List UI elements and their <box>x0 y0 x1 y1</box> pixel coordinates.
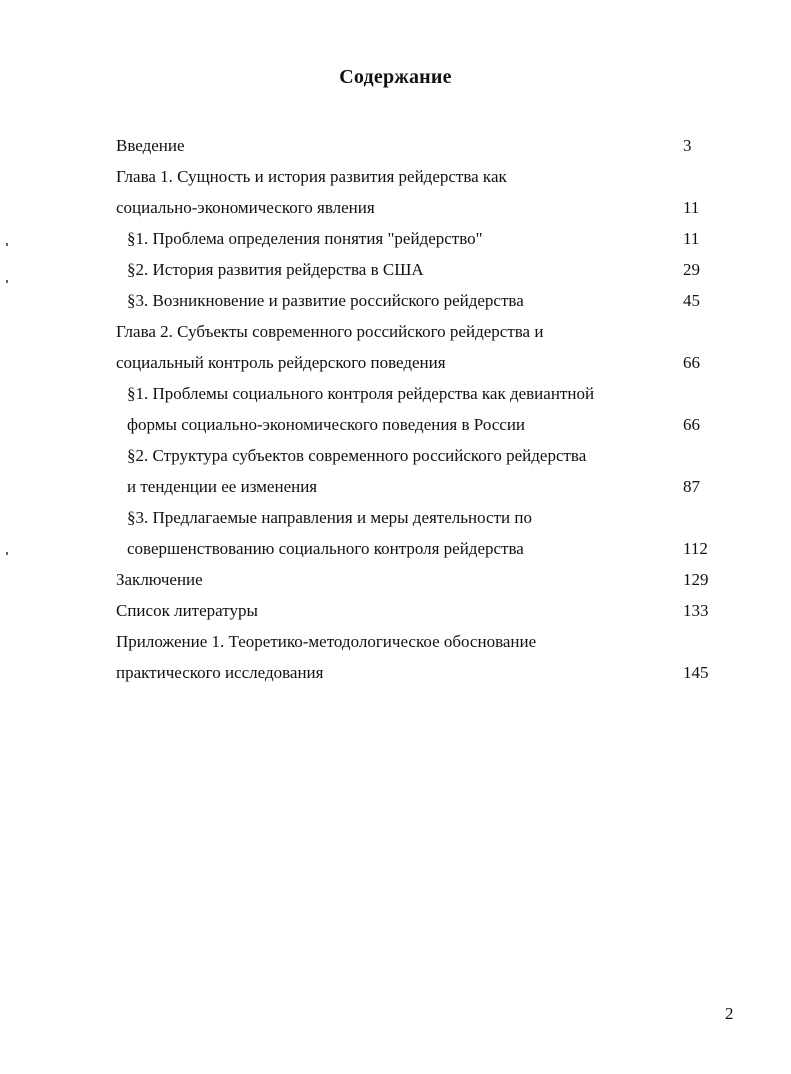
toc-entry-page-number: 66 <box>683 415 700 434</box>
page-title: Содержание <box>339 66 452 88</box>
toc-entry-page-number: 112 <box>683 539 708 558</box>
toc-entry-text: социально-экономического явления <box>116 198 375 217</box>
toc-entry-page-number: 45 <box>683 291 700 310</box>
toc-entry-text: §2. Структура субъектов современного российского рейдерства <box>127 446 587 465</box>
toc-entry-line <box>116 409 716 440</box>
toc-entry-text: практического исследования <box>116 663 324 682</box>
toc-entry-text: §1. Проблемы социального контроля рейдерства как девиантной <box>127 384 595 403</box>
toc-entry-text: и тенденции ее изменения <box>127 477 318 496</box>
toc-entry-line <box>116 533 716 564</box>
scan-artifact-mark <box>6 243 8 246</box>
toc-entry-line <box>116 595 716 626</box>
toc-entry-page-number: 29 <box>683 260 700 279</box>
toc-entry-page-number: 129 <box>683 570 709 589</box>
page-number: 2 <box>725 1004 734 1023</box>
scan-artifact-mark <box>6 280 8 283</box>
toc-entry-page-number: 87 <box>683 477 700 496</box>
toc-entry-line <box>116 440 716 471</box>
toc-entry-text: §1. Проблема определения понятия "рейдерство" <box>127 229 483 248</box>
toc-entry-line <box>116 130 716 161</box>
toc-entry-text: §3. Возникновение и развитие российского рейдерства <box>127 291 524 310</box>
toc-entry-text: Список литературы <box>116 601 258 620</box>
toc-entry-text: Глава 1. Сущность и история развития рейдерства как <box>116 167 507 186</box>
toc-entry-page-number: 133 <box>683 601 709 620</box>
toc-entry-text: Приложение 1. Теоретико-методологическое обоснование <box>116 632 537 651</box>
toc-entry-text: социальный контроль рейдерского поведения <box>116 353 446 372</box>
toc-entry-page-number: 66 <box>683 353 700 372</box>
toc-entry-line <box>116 192 716 223</box>
table-of-contents <box>116 130 716 688</box>
toc-entry-text: совершенствованию социального контроля рейдерства <box>127 539 524 558</box>
toc-entry-line <box>116 657 716 688</box>
toc-entry-line <box>116 285 716 316</box>
toc-entry-line <box>116 316 716 347</box>
toc-entry-text: §3. Предлагаемые направления и меры деятельности по <box>127 508 532 527</box>
toc-entry-line <box>116 626 716 657</box>
toc-entry-line <box>116 471 716 502</box>
toc-entry-line <box>116 502 716 533</box>
toc-entry-line <box>116 564 716 595</box>
toc-entry-text: Заключение <box>116 570 203 589</box>
toc-entry-line <box>116 378 716 409</box>
toc-entry-page-number: 11 <box>683 229 700 248</box>
toc-entry-text: §2. История развития рейдерства в США <box>127 260 424 279</box>
toc-entry-line <box>116 161 716 192</box>
scan-artifact-mark <box>6 552 8 555</box>
toc-entry-line <box>116 254 716 285</box>
toc-entry-line <box>116 347 716 378</box>
toc-entry-text: формы социально-экономического поведения в России <box>127 415 526 434</box>
toc-entry-text: Введение <box>116 136 185 155</box>
toc-entry-page-number: 11 <box>683 198 700 217</box>
toc-entry-line <box>116 223 716 254</box>
toc-entry-page-number: 145 <box>683 663 709 682</box>
toc-entry-page-number: 3 <box>683 136 692 155</box>
toc-entry-text: Глава 2. Субъекты современного российского рейдерства и <box>116 322 544 341</box>
